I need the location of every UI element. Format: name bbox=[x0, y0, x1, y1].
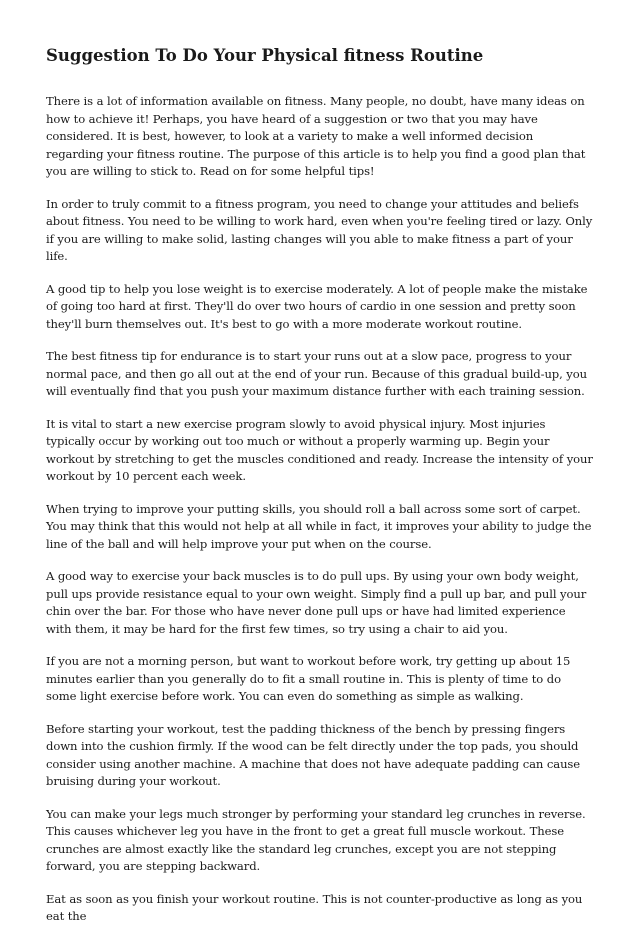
paragraph-5: It is vital to start a new exercise program slowly to avoid physical injury. Most injuries typically occur by working out too much or without a properly warming up. Begin your workout by stretching to get the muscles conditioned and ready. Increase the intensity of your workout by 10 percent each week. bbox=[46, 416, 593, 483]
paragraph-1: There is a lot of information available on fitness. Many people, no doubt, have many ideas on how to achieve it! Perhaps, you have heard of a suggestion or two that you may have considered. It is best, however, to look at a variety to make a well informed decision regarding your fitness routine. The purpose of this article is to help you find a good plan that you are willing to stick to. Read on for some helpful tips! bbox=[46, 94, 586, 178]
paragraph-8: If you are not a morning person, but want to workout before work, try getting up about 15 minutes earlier than you generally do to fit a small routine in. This is plenty of time to do some light exercise before work. You can even do something as simple as walking. bbox=[46, 654, 571, 703]
paragraph-10: You can make your legs much stronger by performing your standard leg crunches in reverse. This causes whichever leg you have in the front to get a great full muscle workout. These crunches are almost exactly like the standard leg crunches, except you are not stepping forward, you are stepping backward. bbox=[46, 806, 586, 873]
paragraph-11: Eat as soon as you finish your workout routine. This is not counter-productive as long as you eat the bbox=[46, 891, 583, 923]
paragraph-6: When trying to improve your putting skills, you should roll a ball across some sort of carpet. You may think that this would not help at all while in fact, it improves your ability to judge the line of the ball and will help improve your put when on the course. bbox=[46, 501, 592, 551]
paragraph-3: A good tip to help you lose weight is to exercise moderately. A lot of people make the mistake of going too hard at first. They'll do over two hours of cardio in one session and pretty soon they'll burn themselves out. It's best to go with a more moderate workout routine. bbox=[46, 281, 588, 331]
paragraph-2: In order to truly commit to a fitness program, you need to change your attitudes and beliefs about fitness. You need to be willing to work hard, even when you're feeling tired or lazy. Only if you are willing to make solid, lasting changes will you able to make fitness a part of your life. bbox=[46, 196, 593, 263]
paragraph-9: Before starting your workout, test the padding thickness of the bench by pressing fingers down into the cushion firmly. If the wood can be felt directly under the top pads, you should consider using another machine. A machine that does not have adequate padding can cause bruising during your workout. bbox=[46, 721, 581, 788]
document-page bbox=[46, 46, 594, 941]
paragraph-7: A good way to exercise your back muscles is to do pull ups. By using your own body weight, pull ups provide resistance equal to your own weight. Simply find a pull up bar, and pull your chin over the bar. For those who have never done pull ups or have had limited experience with them, it may be hard for the first few times, so try using a chair to aid you. bbox=[46, 569, 587, 636]
paragraph-4: The best fitness tip for endurance is to start your runs out at a slow pace, progress to your normal pace, and then go all out at the end of your run. Because of this gradual build-up, you will eventually find that you push your maximum distance further with each training session. bbox=[46, 349, 587, 398]
document-title: Suggestion To Do Your Physical fitness Routine bbox=[46, 46, 484, 65]
